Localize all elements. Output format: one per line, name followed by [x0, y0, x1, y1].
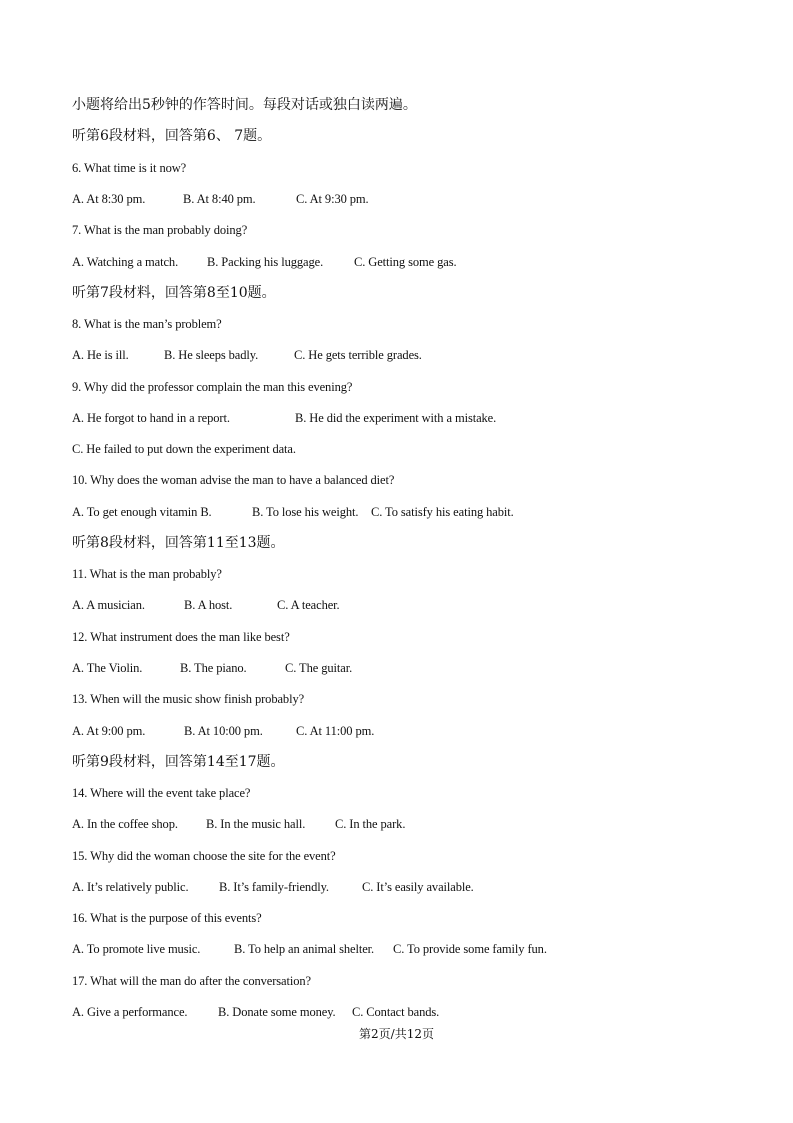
- option-7c: C. Getting some gas.: [354, 255, 457, 269]
- option-6c: C. At 9:30 pm.: [296, 192, 369, 206]
- option-10a: A. To get enough vitamin B.: [72, 505, 212, 519]
- option-13b: B. At 10:00 pm.: [184, 724, 263, 738]
- options-13: [72, 723, 374, 739]
- option-7a: A. Watching a match.: [72, 255, 179, 269]
- section-heading-9: 听第9段材料，回答第14至17题。: [72, 754, 285, 770]
- options-10: [72, 504, 514, 520]
- option-8c: C. He gets terrible grades.: [294, 348, 422, 362]
- option-15c: C. It’s easily available.: [362, 880, 474, 894]
- option-17b: B. Donate some money.: [218, 1005, 336, 1019]
- option-15a: A. It’s relatively public.: [72, 880, 189, 894]
- option-14a: A. In the coffee shop.: [72, 817, 178, 831]
- option-11a: A. A musician.: [72, 598, 145, 612]
- question-14: 14. Where will the event take place?: [72, 786, 251, 800]
- option-17a: A. Give a performance.: [72, 1005, 188, 1019]
- option-10c: C. To satisfy his eating habit.: [371, 505, 514, 519]
- question-7: 7. What is the man probably doing?: [72, 223, 248, 237]
- option-12b: B. The piano.: [180, 661, 247, 675]
- option-11b: B. A host.: [184, 598, 233, 612]
- option-6a: A. At 8:30 pm.: [72, 192, 146, 206]
- option-9b: B. He did the experiment with a mistake.: [295, 411, 497, 425]
- section-heading-8: 听第8段材料，回答第11至13题。: [72, 535, 285, 551]
- option-9c: C. He failed to put down the experiment data.: [72, 442, 296, 456]
- question-11: 11. What is the man probably?: [72, 567, 222, 581]
- options-9-ab: [72, 410, 496, 426]
- question-17: 17. What will the man do after the conversation?: [72, 974, 311, 988]
- option-12c: C. The guitar.: [285, 661, 353, 675]
- option-15b: B. It’s family-friendly.: [219, 880, 329, 894]
- option-17c: C. Contact bands.: [352, 1005, 440, 1019]
- options-14: [72, 816, 405, 832]
- page-footer: 第2页/共12页: [359, 1027, 434, 1041]
- question-12: 12. What instrument does the man like best?: [72, 630, 290, 644]
- options-7: [72, 254, 457, 270]
- question-10: 10. Why does the woman advise the man to have a balanced diet?: [72, 473, 395, 487]
- option-7b: B. Packing his luggage.: [207, 255, 324, 269]
- options-8: [72, 347, 422, 363]
- question-13: 13. When will the music show finish probably?: [72, 692, 305, 706]
- option-12a: A. The Violin.: [72, 661, 143, 675]
- options-16: [72, 941, 547, 957]
- options-11: [72, 597, 340, 613]
- section-heading-7: 听第7段材料，回答第8至10题。: [72, 285, 276, 301]
- option-8a: A. He is ill.: [72, 348, 129, 362]
- option-14b: B. In the music hall.: [206, 817, 306, 831]
- option-13c: C. At 11:00 pm.: [296, 724, 375, 738]
- option-10b: B. To lose his weight.: [252, 505, 359, 519]
- option-14c: C. In the park.: [335, 817, 406, 831]
- options-12: [72, 660, 352, 676]
- option-13a: A. At 9:00 pm.: [72, 724, 146, 738]
- option-9a: A. He forgot to hand in a report.: [72, 411, 230, 425]
- question-15: 15. Why did the woman choose the site for the event?: [72, 849, 336, 863]
- option-8b: B. He sleeps badly.: [164, 348, 259, 362]
- question-16: 16. What is the purpose of this events?: [72, 911, 262, 925]
- section-heading-6: 听第6段材料，回答第6、 7题。: [72, 128, 272, 144]
- question-8: 8. What is the man’s problem?: [72, 317, 222, 331]
- option-16c: C. To provide some family fun.: [393, 942, 547, 956]
- options-17: [72, 1004, 439, 1020]
- question-6: 6. What time is it now?: [72, 161, 187, 175]
- option-6b: B. At 8:40 pm.: [183, 192, 256, 206]
- options-6: [72, 191, 369, 207]
- options-15: [72, 879, 474, 895]
- option-11c: C. A teacher.: [277, 598, 340, 612]
- question-9: 9. Why did the professor complain the man this evening?: [72, 380, 353, 394]
- option-16a: A. To promote live music.: [72, 942, 201, 956]
- intro-text: 小题将给出5秒钟的作答时间。每段对话或独白读两遍。: [72, 97, 417, 113]
- option-16b: B. To help an animal shelter.: [234, 942, 375, 956]
